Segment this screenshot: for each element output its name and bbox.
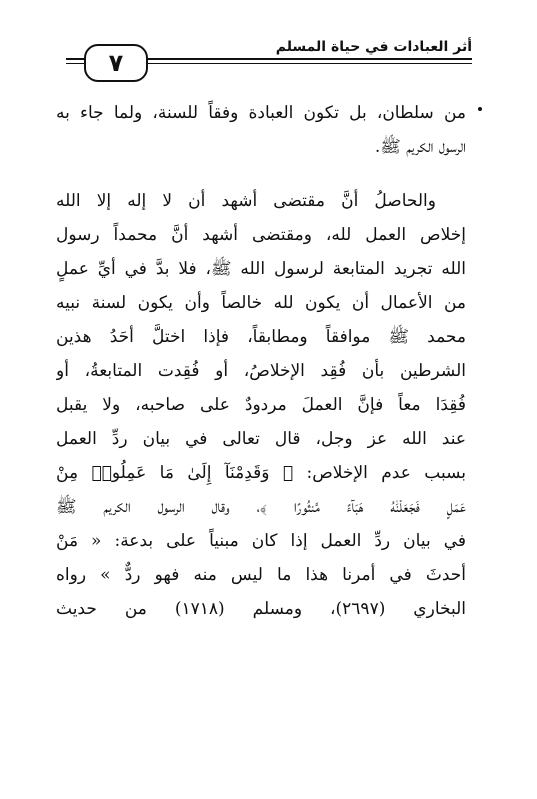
text-line: الرسول الكريم ﷺ. bbox=[374, 137, 466, 157]
text-line: بسبب عدم الإخلاص: ﴿ وَقَدِمْنَآ إِلَىٰ مَا عَمِلُوا۟ مِنْ bbox=[56, 463, 466, 483]
text-line: فُقِدَا معاً فإنَّ العملَ مردودٌ على صاحبه، ولا يقبل bbox=[56, 395, 466, 415]
text-line: إخلاص العمل لله، ومقتضى أشهد أنَّ محمداً رسول bbox=[56, 225, 466, 245]
page-header bbox=[66, 38, 472, 84]
text-line: عند الله عز وجل، قال تعالى في بيان ردِّ العمل bbox=[56, 429, 466, 449]
text-line: محمد ﷺ موافقاً ومطابقاً، فإذا اختلَّ أحَدُ هذين bbox=[56, 327, 466, 347]
text-line: أحدثَ في أمرنا هذا ما ليس منه فهو ردٌّ » رواه bbox=[56, 565, 466, 585]
margin-dot bbox=[478, 107, 482, 111]
text-line: الشرطين بأن فُقِد الإخلاصُ، أو فُقِدت المتابعةُ، أو bbox=[56, 361, 466, 381]
running-title: أثر العبادات في حياة المسلم bbox=[270, 38, 472, 56]
paragraph-gap bbox=[56, 164, 466, 184]
text-line: البخاري (٢٦٩٧)، ومسلم (١٧١٨) من حديث bbox=[56, 599, 466, 619]
text-line: من الأعمال أن يكون لله خالصاً وأن يكون لسنة نبيه bbox=[56, 293, 466, 313]
text-line: من سلطان، بل تكون العبادة وفقاً للسنة، ولما جاء به bbox=[56, 103, 466, 123]
page-number: ٧ bbox=[108, 49, 124, 77]
page-number-frame bbox=[84, 44, 148, 82]
text-line: عَمَلٍ فَجَعَلْنَٰهُ هَبَآءً مَّنثُورًا ﴾، وقال الرسول الكريم ﷺ bbox=[56, 497, 466, 517]
text-line: والحاصلُ أنَّ مقتضى أشهد أن لا إله إلا الله bbox=[56, 191, 436, 211]
body-text bbox=[56, 96, 466, 626]
text-line: الله تجريد المتابعة لرسول الله ﷺ، فلا بدَّ في أيِّ عملٍ bbox=[56, 259, 466, 279]
text-line: في بيان ردِّ العمل إذا كان مبنياً على بدعة: « مَنْ bbox=[56, 531, 466, 551]
